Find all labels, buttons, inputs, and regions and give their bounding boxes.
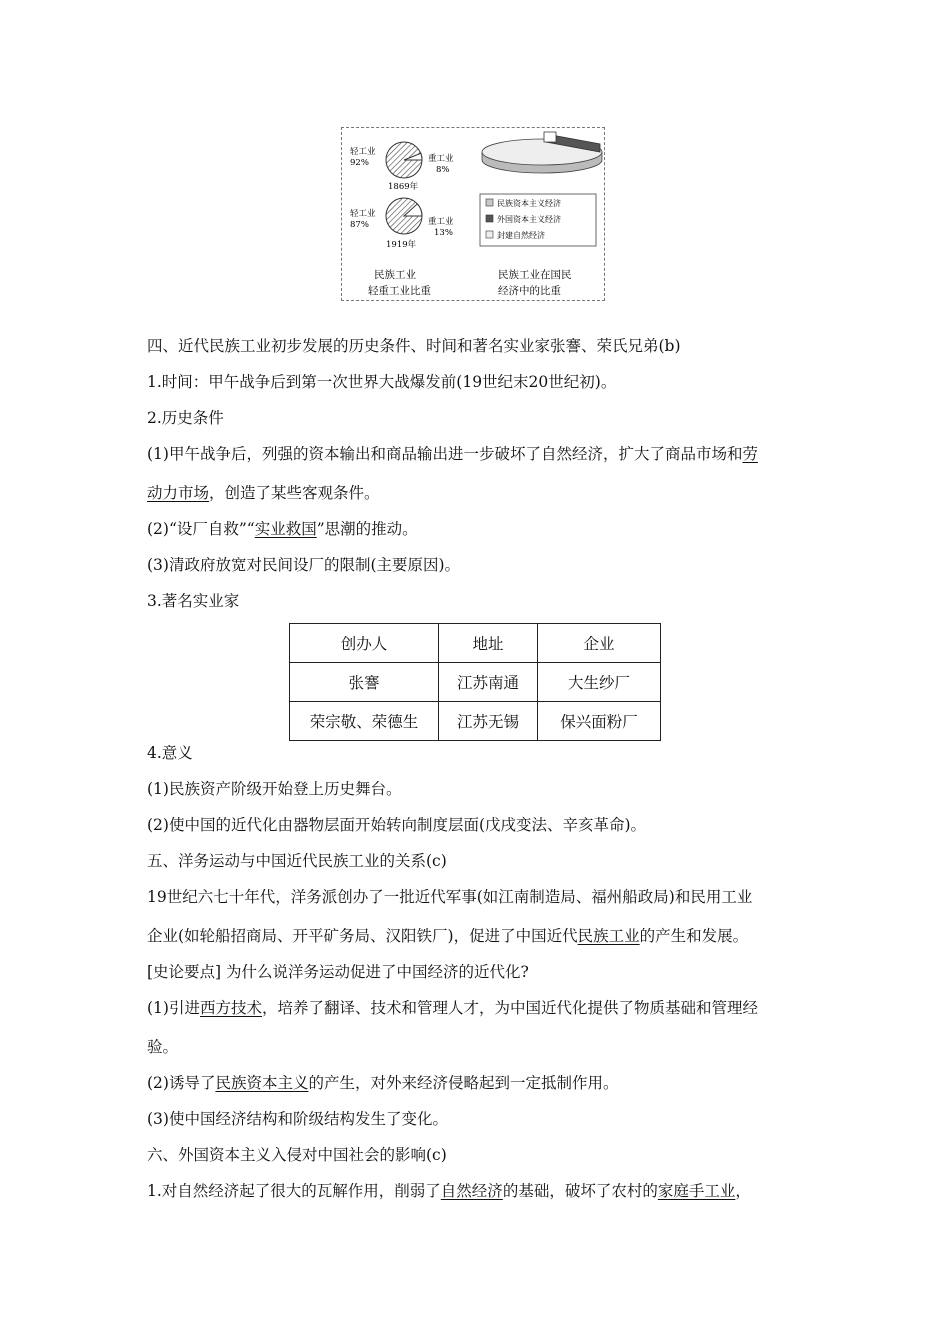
section6-para1: 1.对自然经济起了很大的瓦解作用，削弱了自然经济的基础，破坏了农村的家庭手工业， [147, 1182, 751, 1200]
right-caption-line1: 民族工业在国民 [498, 269, 572, 281]
section4-condition1: (1)甲午战争后，列强的资本输出和商品输出进一步破坏了自然经济，扩大了商品市场和劳 [147, 445, 758, 463]
table-header-cell: 企业 [538, 624, 661, 663]
section6-heading: 六、外国资本主义入侵对中国社会的影响(c) [147, 1146, 447, 1164]
section5-heading: 五、洋务运动与中国近代民族工业的关系(c) [147, 852, 447, 870]
section4-conditions-title: 2.历史条件 [147, 409, 224, 427]
legend [480, 194, 596, 246]
section4-significance1: (1)民族资产阶级开始登上历史舞台。 [147, 780, 402, 798]
table-row [290, 663, 661, 702]
pie-1869-light-label: 轻工业 [350, 147, 376, 157]
economy-3d-pie [482, 132, 602, 173]
section4-condition1-cont: 动力市场，创造了某些客观条件。 [147, 484, 380, 502]
legend-swatch-foreign [486, 215, 493, 222]
legend-swatch-national [486, 199, 493, 206]
section4-significance-title: 4.意义 [147, 744, 193, 762]
section4-time: 1.时间：甲午战争后到第一次世界大战爆发前(19世纪末20世纪初)。 [147, 373, 617, 391]
legend-item-feudal: 封建自然经济 [497, 231, 545, 240]
pie-1869-heavy-value: 8% [436, 165, 450, 175]
table-cell: 荣宗敬、荣德生 [290, 702, 439, 741]
economy-figure [341, 127, 605, 301]
pie-1919 [350, 198, 454, 250]
section5-point1: (1)引进西方技术，培养了翻译、技术和管理人才，为中国近代化提供了物质基础和管理经 [147, 999, 758, 1017]
table-header-cell: 创办人 [290, 624, 439, 663]
pie-1869-year: 1869年 [388, 182, 419, 192]
table-cell: 江苏无锡 [439, 702, 538, 741]
table-cell: 张謇 [290, 663, 439, 702]
industrialists-table [289, 623, 661, 741]
section4-significance2: (2)使中国的近代化由器物层面开始转向制度层面(戊戌变法、辛亥革命)。 [147, 816, 647, 834]
legend-item-national: 民族资本主义经济 [497, 199, 561, 208]
table-header-row [290, 624, 661, 663]
section4-condition3: (3)清政府放宽对民间设厂的限制(主要原因)。 [147, 556, 461, 574]
pie-1919-heavy-label: 重工业 [428, 217, 454, 227]
table-cell: 江苏南通 [439, 663, 538, 702]
pie-1919-heavy-value: 13% [434, 228, 453, 238]
right-caption-line2: 经济中的比重 [498, 285, 561, 297]
table-cell: 大生纱厂 [538, 663, 661, 702]
section5-point2: (2)诱导了民族资本主义的产生，对外来经济侵略起到一定抵制作用。 [147, 1074, 619, 1092]
section4-heading: 四、近代民族工业初步发展的历史条件、时间和著名实业家张謇、荣氏兄弟(b) [147, 337, 681, 355]
pie-1919-year: 1919年 [386, 240, 417, 250]
section4-industrialists-title: 3.著名实业家 [147, 592, 240, 610]
pie-1869-light-value: 92% [350, 158, 369, 168]
section5-point3: (3)使中国经济结构和阶级结构发生了变化。 [147, 1110, 448, 1128]
section5-para1-cont: 企业(如轮船招商局、开平矿务局、汉阳铁厂)，促进了中国近代民族工业的产生和发展。 [147, 927, 749, 945]
legend-swatch-feudal [486, 231, 493, 238]
pie-1919-light-label: 轻工业 [350, 209, 376, 219]
left-caption-line1: 民族工业 [374, 269, 416, 281]
legend-item-foreign: 外国资本主义经济 [497, 215, 561, 224]
pie-1869 [350, 142, 454, 192]
section5-key-point: [史论要点] 为什么说洋务运动促进了中国经济的近代化? [147, 963, 529, 981]
section5-para1: 19世纪六七十年代，洋务派创办了一批近代军事(如江南制造局、福州船政局)和民用工业 [147, 888, 753, 906]
left-caption-line2: 轻重工业比重 [368, 285, 431, 297]
section4-condition2: (2)“设厂自救”“实业救国”思潮的推动。 [147, 520, 418, 538]
national-slice [544, 132, 556, 142]
table-row [290, 702, 661, 741]
section5-point1-cont: 验。 [147, 1038, 179, 1056]
table-cell: 保兴面粉厂 [538, 702, 661, 741]
pie-1869-heavy-label: 重工业 [428, 154, 454, 164]
pie-1919-light-value: 87% [350, 220, 369, 230]
table-header-cell: 地址 [439, 624, 538, 663]
